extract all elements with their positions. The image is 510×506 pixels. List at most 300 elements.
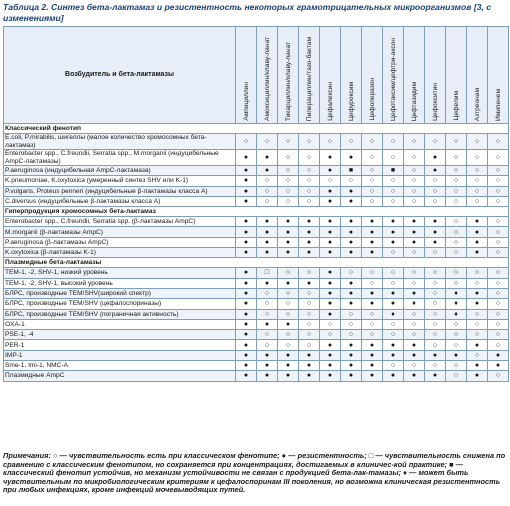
susceptibility-cell: ●: [236, 248, 257, 258]
susceptibility-cell: ○: [425, 299, 446, 309]
susceptibility-cell: ○: [278, 299, 299, 309]
susceptibility-cell: ○: [467, 309, 488, 319]
susceptibility-cell: ●: [383, 217, 404, 227]
susceptibility-cell: ○: [299, 330, 320, 340]
table-row: [4, 299, 509, 309]
organism-cell: P.vulgaris, Proteus penneri (индуцибельные β-лактамазы класса A): [4, 186, 236, 196]
susceptibility-cell: ●: [404, 371, 425, 381]
susceptibility-cell: ○: [362, 278, 383, 288]
susceptibility-cell: ●: [341, 237, 362, 247]
susceptibility-cell: ○: [488, 196, 509, 206]
header-antibiotic: [257, 27, 278, 124]
susceptibility-cell: ○: [236, 134, 257, 150]
susceptibility-cell: ○: [404, 309, 425, 319]
susceptibility-cell: ○: [404, 319, 425, 329]
header-antibiotic-label: Цефтазидим: [410, 81, 418, 121]
susceptibility-cell: ●: [236, 371, 257, 381]
susceptibility-cell: ●: [236, 150, 257, 166]
susceptibility-cell: ○: [425, 196, 446, 206]
susceptibility-cell: ○: [404, 248, 425, 258]
table-row: [4, 361, 509, 371]
susceptibility-cell: ○: [320, 134, 341, 150]
susceptibility-cell: ○: [488, 288, 509, 298]
organism-cell: БЛРС, производные TEM/SHV(широкий спектр): [4, 288, 236, 298]
susceptibility-cell: ●: [236, 196, 257, 206]
susceptibility-cell: ○: [467, 134, 488, 150]
susceptibility-cell: ●: [236, 350, 257, 360]
susceptibility-cell: ●: [467, 217, 488, 227]
susceptibility-cell: ●: [257, 350, 278, 360]
susceptibility-cell: ○: [446, 217, 467, 227]
table-caption: Таблица 2. Синтез бета-лактамаз и резистентность некоторых грамотрицательных микроорганизмов [3, с изменениями]: [3, 2, 492, 23]
susceptibility-cell: ○: [341, 268, 362, 278]
susceptibility-cell: ●: [383, 350, 404, 360]
susceptibility-cell: ●: [257, 319, 278, 329]
header-antibiotic-label: Цефепим: [452, 91, 460, 121]
section-row: [4, 124, 509, 134]
organism-cell: БЛРС, производные TEM/SHV (цефалоспориназы): [4, 299, 236, 309]
susceptibility-cell: ●: [341, 150, 362, 166]
organism-cell: K.pneumoniae, K.oxytoxica (умеренный синтез SHV или K-1): [4, 176, 236, 186]
susceptibility-cell: ●: [404, 237, 425, 247]
organism-cell: Enterobacter spp., C.freundii, Serratia spp. (β-лактамазы AmpC): [4, 217, 236, 227]
susceptibility-cell: ○: [425, 319, 446, 329]
header-row: [4, 27, 509, 124]
susceptibility-cell: ○: [425, 268, 446, 278]
susceptibility-cell: ●: [467, 361, 488, 371]
susceptibility-cell: ●: [236, 299, 257, 309]
susceptibility-cell: ●: [257, 150, 278, 166]
susceptibility-cell: □: [257, 268, 278, 278]
susceptibility-cell: ●: [404, 350, 425, 360]
susceptibility-cell: ●: [362, 288, 383, 298]
susceptibility-cell: ○: [383, 361, 404, 371]
susceptibility-cell: ●: [341, 186, 362, 196]
susceptibility-cell: ○: [278, 268, 299, 278]
organism-cell: P.aeruginosa (β-лактамазы AmpC): [4, 237, 236, 247]
header-antibiotic: [299, 27, 320, 124]
organism-cell: IMP-1: [4, 350, 236, 360]
susceptibility-cell: ○: [404, 134, 425, 150]
susceptibility-cell: ●: [236, 319, 257, 329]
table-row: [4, 196, 509, 206]
susceptibility-cell: ●: [320, 268, 341, 278]
susceptibility-cell: ●: [341, 248, 362, 258]
susceptibility-cell: ♦: [446, 309, 467, 319]
susceptibility-cell: ●: [257, 248, 278, 258]
susceptibility-cell: ♦: [446, 288, 467, 298]
section-row: [4, 258, 509, 268]
susceptibility-cell: ○: [425, 340, 446, 350]
susceptibility-cell: ○: [425, 278, 446, 288]
organism-cell: PER-1: [4, 340, 236, 350]
table-row: [4, 340, 509, 350]
susceptibility-cell: ●: [278, 278, 299, 288]
susceptibility-cell: ○: [341, 309, 362, 319]
organism-cell: Enterobacter spp., C.freundii, Serratia spp., M.morganii (индуцибельные AmpC-лактамазы): [4, 150, 236, 166]
susceptibility-cell: ●: [278, 371, 299, 381]
susceptibility-cell: ●: [257, 227, 278, 237]
susceptibility-cell: ○: [299, 319, 320, 329]
susceptibility-cell: ○: [404, 268, 425, 278]
susceptibility-cell: ○: [446, 176, 467, 186]
table-row: [4, 268, 509, 278]
susceptibility-cell: ○: [488, 176, 509, 186]
susceptibility-cell: ○: [383, 268, 404, 278]
susceptibility-cell: ○: [278, 309, 299, 319]
susceptibility-cell: ○: [383, 319, 404, 329]
susceptibility-cell: ●: [425, 371, 446, 381]
susceptibility-cell: ●: [404, 227, 425, 237]
susceptibility-cell: ●: [299, 350, 320, 360]
susceptibility-cell: ○: [299, 134, 320, 150]
table-row: [4, 309, 509, 319]
susceptibility-cell: ○: [404, 150, 425, 166]
susceptibility-cell: ●: [467, 371, 488, 381]
table-row: [4, 186, 509, 196]
table-row: [4, 330, 509, 340]
susceptibility-cell: ●: [383, 227, 404, 237]
susceptibility-cell: ●: [362, 371, 383, 381]
susceptibility-cell: ●: [362, 248, 383, 258]
table-row: [4, 227, 509, 237]
susceptibility-cell: ○: [341, 330, 362, 340]
susceptibility-cell: ○: [446, 268, 467, 278]
susceptibility-cell: ○: [425, 134, 446, 150]
susceptibility-cell: ●: [278, 237, 299, 247]
susceptibility-cell: ●: [425, 217, 446, 227]
susceptibility-cell: ○: [362, 150, 383, 166]
susceptibility-cell: ●: [299, 227, 320, 237]
susceptibility-cell: ●: [278, 248, 299, 258]
susceptibility-cell: ○: [446, 134, 467, 150]
susceptibility-cell: ●: [425, 166, 446, 176]
susceptibility-cell: ○: [299, 176, 320, 186]
susceptibility-cell: ●: [467, 299, 488, 309]
susceptibility-cell: ●: [320, 248, 341, 258]
susceptibility-cell: ●: [404, 340, 425, 350]
table-notes: Примечания: ○ — чувствительность есть при классическом фенотипе; ● — резистентность; □ — чувствительность снижена по сравнению с классическим фенотипом, но сохраняется при концентрациях, достигаемых в клиничес-кой практике; ■ — классический фенотип устойчив, но механизм устойчивости не связан с продукцией бета-лак-тамазы; ♦ — может быть чувствительным по микробиологическим критериям к цефалоспоринам III поколения, но возможна клиническая резистентность при любых инфекциях, кроме инфекций мочевыводящих путей.: [3, 451, 506, 495]
susceptibility-cell: ○: [467, 268, 488, 278]
susceptibility-cell: ○: [362, 196, 383, 206]
header-antibiotic-label: Пиперациллин/тазо-бактам: [305, 36, 313, 121]
susceptibility-cell: ○: [488, 299, 509, 309]
susceptibility-cell: ●: [341, 361, 362, 371]
susceptibility-cell: ●: [320, 340, 341, 350]
organism-cell: P.aeruginosa (индуцибельная AmpC-лактамаза): [4, 166, 236, 176]
susceptibility-cell: ●: [299, 237, 320, 247]
susceptibility-cell: ●: [320, 237, 341, 247]
susceptibility-cell: ○: [383, 278, 404, 288]
susceptibility-cell: ♦: [383, 309, 404, 319]
susceptibility-cell: ●: [341, 340, 362, 350]
susceptibility-cell: ○: [488, 330, 509, 340]
susceptibility-cell: ●: [257, 217, 278, 227]
susceptibility-cell: ○: [467, 319, 488, 329]
organism-cell: PSE-1, -4: [4, 330, 236, 340]
susceptibility-cell: ○: [362, 134, 383, 150]
susceptibility-cell: ●: [362, 237, 383, 247]
susceptibility-cell: ●: [236, 237, 257, 247]
susceptibility-cell: ●: [488, 350, 509, 360]
susceptibility-cell: ●: [320, 217, 341, 227]
table-row: [4, 278, 509, 288]
table-row: [4, 319, 509, 329]
susceptibility-cell: ○: [320, 330, 341, 340]
susceptibility-cell: ●: [341, 288, 362, 298]
susceptibility-cell: ○: [299, 150, 320, 166]
susceptibility-cell: ●: [236, 278, 257, 288]
susceptibility-cell: ○: [278, 196, 299, 206]
table-row: [4, 371, 509, 381]
susceptibility-cell: ○: [446, 196, 467, 206]
susceptibility-cell: ●: [236, 330, 257, 340]
susceptibility-cell: ♦: [446, 299, 467, 309]
susceptibility-cell: ○: [467, 350, 488, 360]
susceptibility-cell: ○: [383, 248, 404, 258]
susceptibility-cell: ●: [341, 227, 362, 237]
susceptibility-cell: ●: [299, 361, 320, 371]
susceptibility-cell: ○: [446, 248, 467, 258]
susceptibility-cell: ●: [257, 371, 278, 381]
susceptibility-cell: ○: [404, 176, 425, 186]
susceptibility-cell: ○: [446, 330, 467, 340]
organism-cell: БЛРС, производные TEM/SHV (пограничная активность): [4, 309, 236, 319]
susceptibility-cell: ○: [467, 330, 488, 340]
susceptibility-cell: ●: [257, 237, 278, 247]
susceptibility-cell: ○: [467, 176, 488, 186]
susceptibility-cell: ○: [278, 186, 299, 196]
susceptibility-cell: ●: [257, 278, 278, 288]
susceptibility-cell: ○: [488, 186, 509, 196]
susceptibility-cell: ○: [278, 288, 299, 298]
susceptibility-cell: ●: [278, 227, 299, 237]
susceptibility-cell: ○: [257, 176, 278, 186]
susceptibility-cell: ●: [320, 278, 341, 288]
susceptibility-cell: ○: [257, 196, 278, 206]
susceptibility-cell: ●: [236, 217, 257, 227]
susceptibility-cell: ○: [425, 176, 446, 186]
susceptibility-cell: ●: [362, 217, 383, 227]
susceptibility-cell: ●: [383, 288, 404, 298]
header-antibiotic-label: Цефотаксим/цефтри-аксон: [389, 37, 397, 121]
susceptibility-cell: ○: [467, 186, 488, 196]
susceptibility-cell: ○: [446, 237, 467, 247]
organism-cell: E.coli, P.mirabilis, шигеллы (малое количество хромосомных бета-лактамаз): [4, 134, 236, 150]
header-antibiotic: [404, 27, 425, 124]
susceptibility-cell: ●: [299, 248, 320, 258]
susceptibility-cell: ○: [278, 134, 299, 150]
susceptibility-cell: ●: [467, 340, 488, 350]
header-antibiotic: [446, 27, 467, 124]
susceptibility-cell: ○: [446, 319, 467, 329]
table-row: [4, 176, 509, 186]
susceptibility-cell: ○: [383, 176, 404, 186]
susceptibility-cell: ●: [299, 371, 320, 381]
susceptibility-cell: ●: [341, 278, 362, 288]
susceptibility-cell: ●: [404, 288, 425, 298]
susceptibility-cell: ○: [425, 361, 446, 371]
susceptibility-cell: ■: [341, 166, 362, 176]
header-antibiotic-label: Тикарциллин/клаву-ланат: [284, 41, 292, 121]
susceptibility-cell: ●: [299, 217, 320, 227]
header-antibiotic: [467, 27, 488, 124]
organism-cell: M.morganii (β-лактамазы AmpC): [4, 227, 236, 237]
susceptibility-cell: ○: [404, 361, 425, 371]
susceptibility-cell: ♦: [404, 299, 425, 309]
susceptibility-cell: ○: [383, 196, 404, 206]
susceptibility-cell: ○: [488, 309, 509, 319]
susceptibility-cell: ○: [446, 340, 467, 350]
table-row: [4, 134, 509, 150]
susceptibility-cell: ○: [488, 227, 509, 237]
susceptibility-cell: ○: [278, 166, 299, 176]
header-antibiotic: [383, 27, 404, 124]
susceptibility-cell: ○: [446, 166, 467, 176]
susceptibility-cell: ●: [320, 166, 341, 176]
table-row: [4, 248, 509, 258]
susceptibility-cell: ○: [257, 186, 278, 196]
organism-cell: Плазмидные AmpC: [4, 371, 236, 381]
header-organism: Возбудитель и бета-лактамазы: [4, 27, 236, 124]
susceptibility-cell: ○: [446, 150, 467, 166]
susceptibility-cell: ○: [257, 288, 278, 298]
susceptibility-cell: ○: [362, 309, 383, 319]
susceptibility-cell: ●: [425, 227, 446, 237]
susceptibility-cell: ●: [467, 288, 488, 298]
table-row: [4, 217, 509, 227]
table-row: [4, 288, 509, 298]
susceptibility-cell: ○: [341, 176, 362, 186]
susceptibility-cell: ○: [488, 248, 509, 258]
susceptibility-cell: ●: [257, 166, 278, 176]
susceptibility-cell: ●: [320, 299, 341, 309]
susceptibility-cell: ●: [383, 340, 404, 350]
header-antibiotic-label: Ампициллин: [242, 82, 250, 121]
header-antibiotic: [425, 27, 446, 124]
susceptibility-cell: ●: [383, 371, 404, 381]
susceptibility-cell: ○: [362, 186, 383, 196]
susceptibility-cell: ○: [446, 361, 467, 371]
susceptibility-cell: ○: [362, 330, 383, 340]
susceptibility-cell: ●: [236, 268, 257, 278]
susceptibility-cell: ○: [467, 196, 488, 206]
susceptibility-cell: ○: [425, 309, 446, 319]
susceptibility-cell: ○: [488, 166, 509, 176]
susceptibility-cell: ●: [320, 227, 341, 237]
susceptibility-cell: ●: [320, 288, 341, 298]
susceptibility-cell: ●: [341, 196, 362, 206]
susceptibility-cell: ●: [467, 237, 488, 247]
susceptibility-cell: ●: [236, 361, 257, 371]
susceptibility-cell: ○: [467, 278, 488, 288]
section-title: Гиперпродукция хромосомных бета-лактамаз: [4, 207, 509, 217]
susceptibility-cell: ○: [488, 340, 509, 350]
susceptibility-cell: ○: [383, 186, 404, 196]
susceptibility-cell: ●: [488, 361, 509, 371]
susceptibility-cell: ●: [467, 227, 488, 237]
susceptibility-cell: ○: [320, 319, 341, 329]
susceptibility-cell: ○: [299, 340, 320, 350]
susceptibility-cell: ●: [320, 150, 341, 166]
susceptibility-cell: ●: [320, 186, 341, 196]
susceptibility-cell: ○: [299, 186, 320, 196]
susceptibility-cell: ●: [236, 227, 257, 237]
susceptibility-cell: ●: [236, 309, 257, 319]
susceptibility-cell: ○: [488, 371, 509, 381]
susceptibility-cell: ●: [425, 350, 446, 360]
susceptibility-cell: ○: [278, 330, 299, 340]
susceptibility-cell: ●: [362, 361, 383, 371]
susceptibility-cell: ○: [257, 330, 278, 340]
susceptibility-cell: ●: [320, 196, 341, 206]
header-antibiotic-label: Цефокситин: [431, 82, 439, 121]
susceptibility-cell: ○: [488, 319, 509, 329]
susceptibility-cell: ●: [362, 227, 383, 237]
susceptibility-cell: ○: [362, 319, 383, 329]
organism-cell: Sme-1, Imi-1, NMC-A: [4, 361, 236, 371]
susceptibility-cell: ●: [362, 299, 383, 309]
susceptibility-cell: ○: [404, 186, 425, 196]
susceptibility-cell: ○: [425, 186, 446, 196]
susceptibility-cell: ○: [467, 166, 488, 176]
header-antibiotic-label: Имипенем: [494, 88, 502, 121]
susceptibility-cell: ○: [488, 134, 509, 150]
table-row: [4, 166, 509, 176]
susceptibility-cell: ●: [320, 309, 341, 319]
susceptibility-cell: ●: [383, 237, 404, 247]
section-row: [4, 207, 509, 217]
susceptibility-cell: ○: [404, 196, 425, 206]
susceptibility-cell: ○: [362, 166, 383, 176]
susceptibility-cell: ○: [278, 150, 299, 166]
susceptibility-cell: ●: [236, 288, 257, 298]
susceptibility-cell: ○: [299, 288, 320, 298]
susceptibility-cell: ●: [404, 217, 425, 227]
table-row: [4, 150, 509, 166]
header-antibiotic-label: Цефалексин: [326, 82, 334, 121]
organism-cell: K.oxytoxica (β-лактамазы K-1): [4, 248, 236, 258]
susceptibility-cell: ○: [404, 330, 425, 340]
organism-cell: TEM-1, -2, SHV-1, высокий уровень: [4, 278, 236, 288]
susceptibility-cell: ○: [320, 176, 341, 186]
susceptibility-cell: ●: [341, 299, 362, 309]
section-title: Плазмидные бета-лактамазы: [4, 258, 509, 268]
susceptibility-cell: ○: [299, 309, 320, 319]
susceptibility-cell: ●: [278, 361, 299, 371]
susceptibility-cell: ○: [278, 340, 299, 350]
susceptibility-cell: ●: [278, 217, 299, 227]
header-antibiotic: [320, 27, 341, 124]
susceptibility-cell: ●: [383, 299, 404, 309]
susceptibility-cell: ●: [425, 237, 446, 247]
susceptibility-cell: ○: [257, 309, 278, 319]
susceptibility-cell: ○: [488, 268, 509, 278]
susceptibility-cell: ○: [446, 278, 467, 288]
susceptibility-cell: ○: [341, 319, 362, 329]
susceptibility-cell: ●: [362, 350, 383, 360]
susceptibility-cell: ●: [320, 361, 341, 371]
susceptibility-cell: ●: [236, 166, 257, 176]
susceptibility-cell: ●: [257, 361, 278, 371]
header-antibiotic: [341, 27, 362, 124]
susceptibility-cell: ●: [467, 248, 488, 258]
susceptibility-cell: ○: [404, 166, 425, 176]
susceptibility-cell: ○: [257, 299, 278, 309]
table-row: [4, 237, 509, 247]
header-antibiotic-label: Цефоперазон: [368, 78, 376, 121]
susceptibility-cell: ○: [299, 299, 320, 309]
